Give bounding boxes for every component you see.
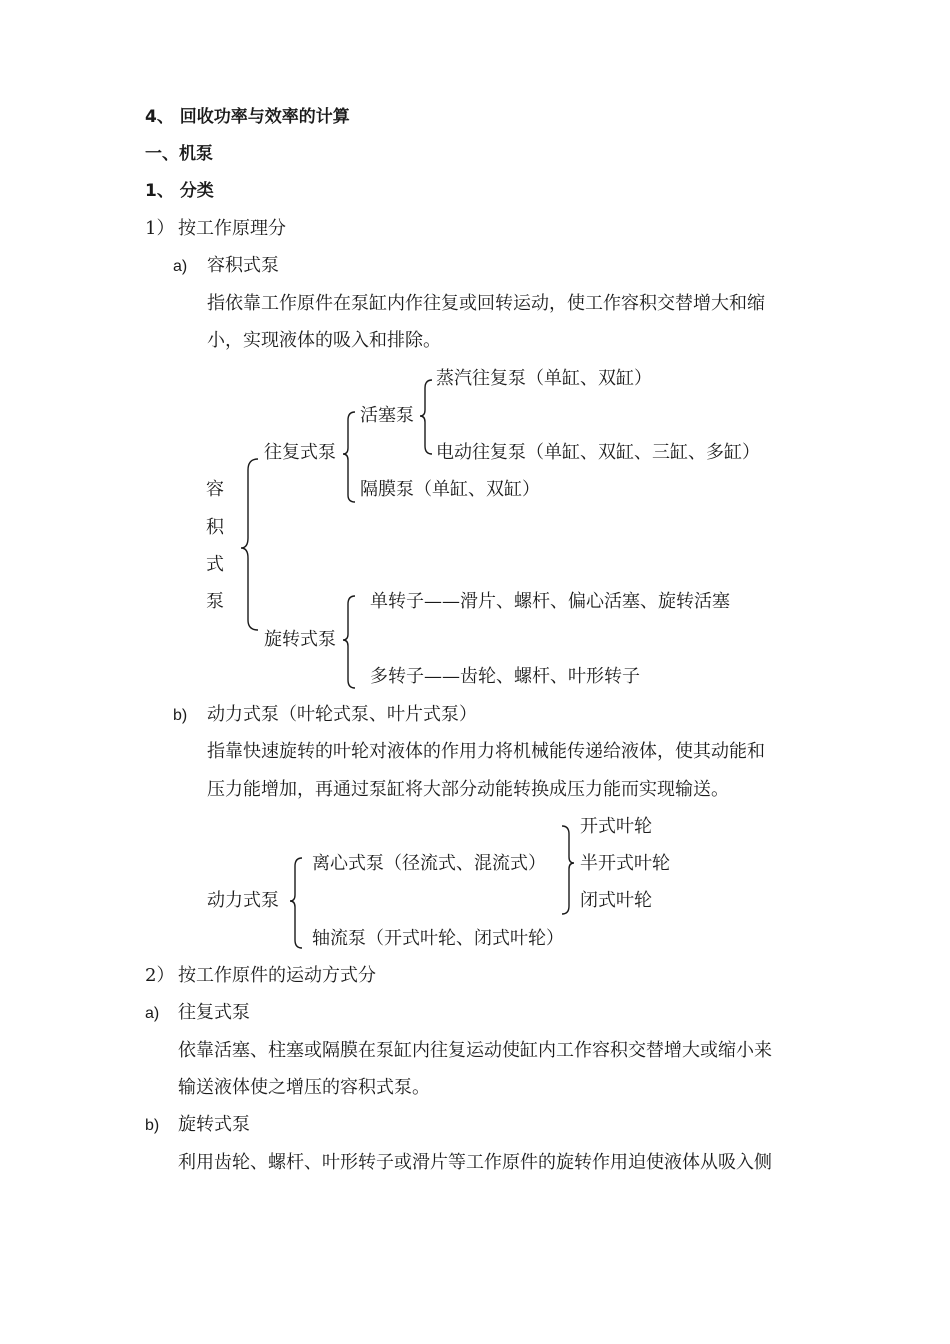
section1-b-marker: b)	[173, 707, 188, 724]
section2-b-title: 旋转式泵	[178, 1114, 250, 1135]
tree1-diaphragm: 隔膜泵（单缸、双缸）	[360, 479, 540, 500]
tree1-steam: 蒸汽往复泵（单缸、双缸）	[436, 368, 652, 389]
tree2-root: 动力式泵	[207, 890, 279, 911]
section2-a-marker: a)	[145, 1005, 160, 1022]
brace-reciprocating	[343, 412, 355, 502]
tree2-open-impeller: 开式叶轮	[580, 816, 652, 837]
heading-classification: 1、 分类	[145, 181, 214, 201]
brace-positive-displacement	[241, 459, 258, 630]
brace-dynamic	[290, 858, 302, 948]
section1-title: 按工作原理分	[178, 218, 286, 239]
section1-b-para2: 压力能增加，再通过泵缸将大部分动能转换成压力能而实现输送。	[207, 779, 729, 800]
tree1-root-char-3: 式	[206, 554, 224, 575]
section2-b-para1: 利用齿轮、螺杆、叶形转子或滑片等工作原件的旋转作用迫使液体从吸入侧	[178, 1152, 772, 1173]
tree1-reciprocating: 往复式泵	[264, 442, 336, 463]
section1-a-para1: 指依靠工作原件在泵缸内作往复或回转运动，使工作容积交替增大和缩	[207, 293, 765, 314]
tree1-rotary: 旋转式泵	[264, 629, 336, 650]
tree1-piston: 活塞泵	[360, 405, 414, 426]
tree2-axial: 轴流泵（开式叶轮、闭式叶轮）	[312, 928, 564, 949]
heading-4: 4、 回收功率与效率的计算	[145, 107, 350, 127]
section2-b-marker: b)	[145, 1117, 160, 1134]
tree1-electric: 电动往复泵（单缸、双缸、三缸、多缸）	[436, 442, 760, 463]
tree1-root-char-4: 泵	[206, 591, 224, 612]
section1-marker: 1）	[145, 218, 175, 239]
section1-a-para2: 小，实现液体的吸入和排除。	[207, 330, 441, 351]
tree1-multi-rotor: 多转子——齿轮、螺杆、叶形转子	[370, 666, 640, 687]
section2-marker: 2）	[145, 965, 175, 986]
heading-pumps: 一、机泵	[145, 144, 213, 164]
section1-b-title: 动力式泵（叶轮式泵、叶片式泵）	[207, 704, 477, 725]
tree1-root-char-1: 容	[206, 479, 224, 500]
section1-b-para1: 指靠快速旋转的叶轮对液体的作用力将机械能传递给液体，使其动能和	[207, 741, 765, 762]
tree1-root-char-2: 积	[206, 517, 224, 538]
brace-piston	[420, 380, 432, 454]
section2-a-title: 往复式泵	[178, 1002, 250, 1023]
section1-a-marker: a)	[173, 258, 188, 275]
tree2-semi-open-impeller: 半开式叶轮	[580, 853, 670, 874]
section2-title: 按工作原件的运动方式分	[178, 965, 376, 986]
tree1-single-rotor: 单转子——滑片、螺杆、偏心活塞、旋转活塞	[370, 591, 730, 612]
section2-a-para2: 输送液体使之增压的容积式泵。	[178, 1077, 430, 1098]
section2-a-para1: 依靠活塞、柱塞或隔膜在泵缸内往复运动使缸内工作容积交替增大或缩小来	[178, 1040, 772, 1061]
section1-a-title: 容积式泵	[207, 255, 279, 276]
tree2-centrifugal: 离心式泵（径流式、混流式）	[312, 853, 546, 874]
brace-centrifugal	[562, 826, 574, 914]
brace-rotary	[343, 596, 355, 688]
tree2-closed-impeller: 闭式叶轮	[580, 890, 652, 911]
